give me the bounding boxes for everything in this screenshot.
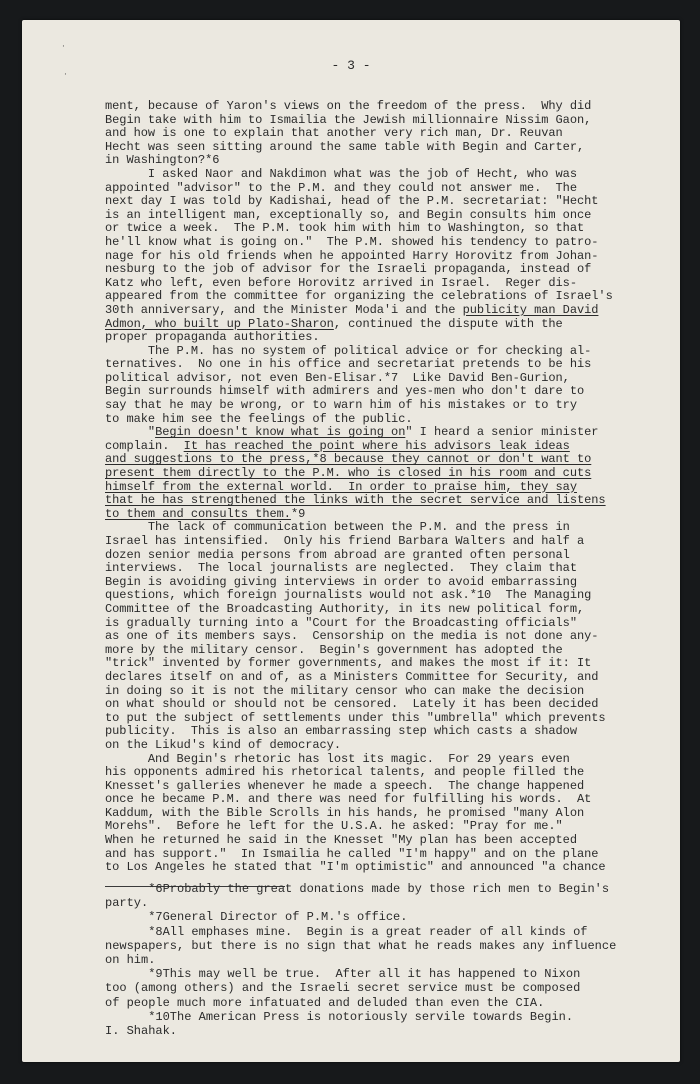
body-line — [105, 209, 695, 223]
underlined-emphasis: himself from the external world. In order to praise him, they say — [105, 479, 577, 494]
text-run: appointed "advisor" to the P.M. and they could not answer me. The — [105, 180, 577, 195]
underlined-emphasis: Admon, who built up Plato-Sharon — [105, 316, 334, 331]
punch-mark: · — [64, 70, 67, 80]
body-line — [105, 739, 695, 753]
underlined-emphasis: It has reached the point where his advisors leak ideas — [183, 438, 570, 453]
text-run: ment, because of Yaron's views on the freedom of the press. Why did — [105, 99, 592, 113]
text-run: I. Shahak. — [105, 1023, 178, 1038]
text-run: in doing so it is not the military censor who can make the decision — [105, 683, 585, 698]
body-line — [105, 685, 695, 699]
body-line — [105, 100, 695, 114]
body-line — [105, 807, 695, 821]
body-line — [105, 671, 695, 685]
body-line — [105, 277, 695, 291]
body-line — [105, 114, 695, 128]
text-run: complain. — [105, 438, 184, 453]
body-line — [105, 861, 695, 875]
underlined-emphasis: to them and consults them. — [105, 506, 291, 521]
body-line — [105, 413, 695, 427]
text-run: publicity. This is also an embarrassing step which casts a shadow — [105, 724, 577, 739]
underlined-emphasis: publicity man David — [462, 302, 599, 317]
body-line — [105, 644, 695, 658]
body-line — [105, 358, 695, 372]
text-run: party. — [105, 896, 149, 911]
body-line — [105, 535, 695, 549]
underlined-emphasis: and suggestions to the press,*8 because they cannot or don't want to — [105, 452, 592, 467]
text-run: And Begin's rhetoric has lost its magic. For 29 years even — [105, 751, 570, 766]
underlined-emphasis: present them directly to the P.M. who is closed in his room and cuts — [105, 466, 592, 481]
text-run: The P.M. has no system of political advice or for checking al- — [105, 343, 592, 358]
text-run: Begin surrounds himself with admirers and yes-men who don't dare to — [105, 384, 585, 399]
text-run: Committee of the Broadcasting Authority, in its new political form, — [105, 601, 585, 616]
text-run: Hecht was seen sitting around the same table with Begin and Carter, — [105, 139, 585, 154]
text-run: *8All emphases mine. Begin is a great reader of all kinds of — [105, 924, 588, 939]
body-line — [105, 250, 695, 264]
text-run: *10The American Press is notoriously servile towards Begin. — [105, 1009, 574, 1024]
text-run: Knesset's galleries whenever he made a speech. The change happened — [105, 778, 585, 793]
text-run: to make him see the feelings of the public. — [105, 411, 413, 426]
body-line — [105, 589, 695, 603]
text-run: , continued the dispute with the — [333, 316, 563, 331]
text-run: his opponents admired his rhetorical talents, and people filled the — [105, 765, 585, 780]
text-run: declares itself on and of, as a Ministers Committee for Security, and — [105, 669, 599, 684]
text-run: he'll know what is going on." The P.M. showed his tendency to patro- — [105, 234, 599, 249]
text-run: once he became P.M. and there was need for fulfilling his words. At — [105, 792, 592, 807]
footnote-line — [105, 1024, 695, 1038]
body-line — [105, 290, 695, 304]
text-run: on the Likud's kind of democracy. — [105, 737, 341, 752]
text-run: ternatives. No one in his office and secretariat pretends to be his — [105, 357, 592, 372]
text-run: nesburg to the job of advisor for the Israeli propaganda, instead of — [105, 262, 592, 277]
text-run: interviews. The local journalists are neglected. They claim that — [105, 561, 577, 576]
body-line — [105, 399, 695, 413]
footnote-line — [105, 925, 695, 939]
body-line — [105, 630, 695, 644]
body-line — [105, 426, 695, 440]
body-line — [105, 154, 695, 168]
text-run: " — [105, 425, 156, 440]
body-line — [105, 712, 695, 726]
body-line — [105, 508, 695, 522]
text-run: to put the subject of settlements under this "umbrella" which prevents — [105, 710, 606, 725]
body-line — [105, 318, 695, 332]
body-line — [105, 236, 695, 250]
body-line — [105, 820, 695, 834]
footnote-line — [105, 953, 695, 967]
footnote-line — [105, 882, 695, 896]
punch-mark: · — [62, 42, 65, 52]
text-run: is an intelligent man, exceptionally so, and Begin consults him once — [105, 207, 592, 222]
body-line — [105, 127, 695, 141]
text-run: When he returned he said in the Knesset "My plan has been accepted — [105, 833, 577, 848]
body-line — [105, 521, 695, 535]
text-run: dozen senior media persons from abroad are granted often personal — [105, 547, 570, 562]
text-run: Kaddum, with the Bible Scrolls in his hands, he promised "many Alon — [105, 805, 585, 820]
body-line — [105, 603, 695, 617]
page-number: - 3 - — [331, 58, 371, 73]
text-run: *9This may well be true. After all it has happened to Nixon — [105, 967, 581, 982]
body-line — [105, 345, 695, 359]
text-run: "trick" invented by former governments, and makes the most if it: It — [105, 656, 592, 671]
body-line — [105, 168, 695, 182]
body-line — [105, 331, 695, 345]
text-run: political advisor, not even Ben-Elisar.*7 Like David Ben-Gurion, — [105, 370, 570, 385]
body-line — [105, 141, 695, 155]
text-run: or twice a week. The P.M. took him with him to Washington, so that — [105, 221, 585, 236]
body-line — [105, 195, 695, 209]
text-run: newspapers, but there is no sign that what he reads makes any influence — [105, 938, 617, 953]
text-run: is gradually turning into a "Court for the Broadcasting officials" — [105, 615, 577, 630]
body-line — [105, 698, 695, 712]
text-run: The lack of communication between the P.M. and the press in — [105, 520, 570, 535]
text-run: *7General Director of P.M.'s office. — [105, 910, 408, 925]
body-line — [105, 617, 695, 631]
footnote-line — [105, 967, 695, 981]
text-run: next day I was told by Kadishai, head of the P.M. secretariat: "Hecht — [105, 194, 599, 209]
underlined-emphasis: Begin doesn't know what is going on — [155, 425, 406, 440]
text-run: as one of its members says. Censorship on the media is not done any- — [105, 629, 599, 644]
text-run: *6Probably the great donations made by those rich men to Begin's — [105, 882, 610, 896]
body-line — [105, 848, 695, 862]
body-line — [105, 793, 695, 807]
text-run: questions, which foreign journalists would not ask.*10 The Managing — [105, 588, 592, 603]
text-run: Begin take with him to Ismailia the Jewish millionnaire Nissim Gaon, — [105, 112, 592, 127]
body-line — [105, 766, 695, 780]
text-run: nage for his old friends when he appointed Harry Horovitz from Johan- — [105, 248, 599, 263]
body-line — [105, 562, 695, 576]
body-line — [105, 494, 695, 508]
footnotes — [105, 882, 695, 1038]
footnote-line — [105, 896, 695, 910]
body-line — [105, 453, 695, 467]
text-run: Begin is avoiding giving interviews in order to avoid embarrassing — [105, 574, 577, 589]
body-line — [105, 182, 695, 196]
text-run: and has support." In Ismailia he called "I'm happy" and on the plane — [105, 846, 599, 861]
text-run: Israel has intensified. Only his friend Barbara Walters and half a — [105, 534, 585, 548]
footnote-line — [105, 910, 695, 924]
body-line — [105, 372, 695, 386]
body-line — [105, 753, 695, 767]
body-line — [105, 385, 695, 399]
text-run: say that he may be wrong, or to warn him of his mistakes or to try — [105, 398, 577, 413]
body-line — [105, 576, 695, 590]
text-run: Katz who left, even before Horovitz arrived in Israel. Reger dis- — [105, 275, 577, 290]
body-text — [105, 100, 695, 875]
footnote-line — [105, 996, 695, 1010]
text-run: of people much more infatuated and deluded than even the CIA. — [105, 995, 545, 1010]
footnote-line — [105, 939, 695, 953]
text-run: Morehs". Before he left for the U.S.A. he asked: "Pray for me." — [105, 819, 563, 834]
body-line — [105, 725, 695, 739]
text-run: and how is one to explain that another very rich man, Dr. Reuvan — [105, 126, 563, 141]
text-run: in Washington?*6 — [105, 153, 220, 168]
text-run: on him. — [105, 952, 156, 967]
text-run: on what should or should not be censored. Lately it has been decided — [105, 697, 599, 712]
text-run: *9 — [290, 506, 306, 521]
text-run: 30th anniversary, and the Minister Moda'i and the — [105, 302, 463, 317]
body-line — [105, 222, 695, 236]
body-line — [105, 440, 695, 454]
body-line — [105, 467, 695, 481]
body-line — [105, 549, 695, 563]
text-run: more by the military censor. Begin's government has adopted the — [105, 642, 563, 657]
body-line — [105, 304, 695, 318]
underlined-emphasis: that he has strengthened the links with the secret service and listens — [105, 493, 606, 508]
body-line — [105, 263, 695, 277]
text-run: " I heard a senior minister — [405, 425, 599, 440]
body-line — [105, 780, 695, 794]
body-line — [105, 481, 695, 495]
document-page — [22, 20, 680, 1062]
body-line — [105, 834, 695, 848]
text-run: to Los Angeles he stated that "I'm optimistic" and announced "a chance — [105, 860, 606, 875]
footnote-line — [105, 981, 695, 995]
body-line — [105, 657, 695, 671]
text-run: I asked Naor and Nakdimon what was the job of Hecht, who was — [105, 166, 577, 181]
text-run: proper propaganda authorities. — [105, 330, 320, 345]
text-run: appeared from the committee for organizing the celebrations of Israel's — [105, 289, 613, 304]
footnote-line — [105, 1010, 695, 1024]
text-run: too (among others) and the Israeli secret service must be composed — [105, 981, 581, 996]
